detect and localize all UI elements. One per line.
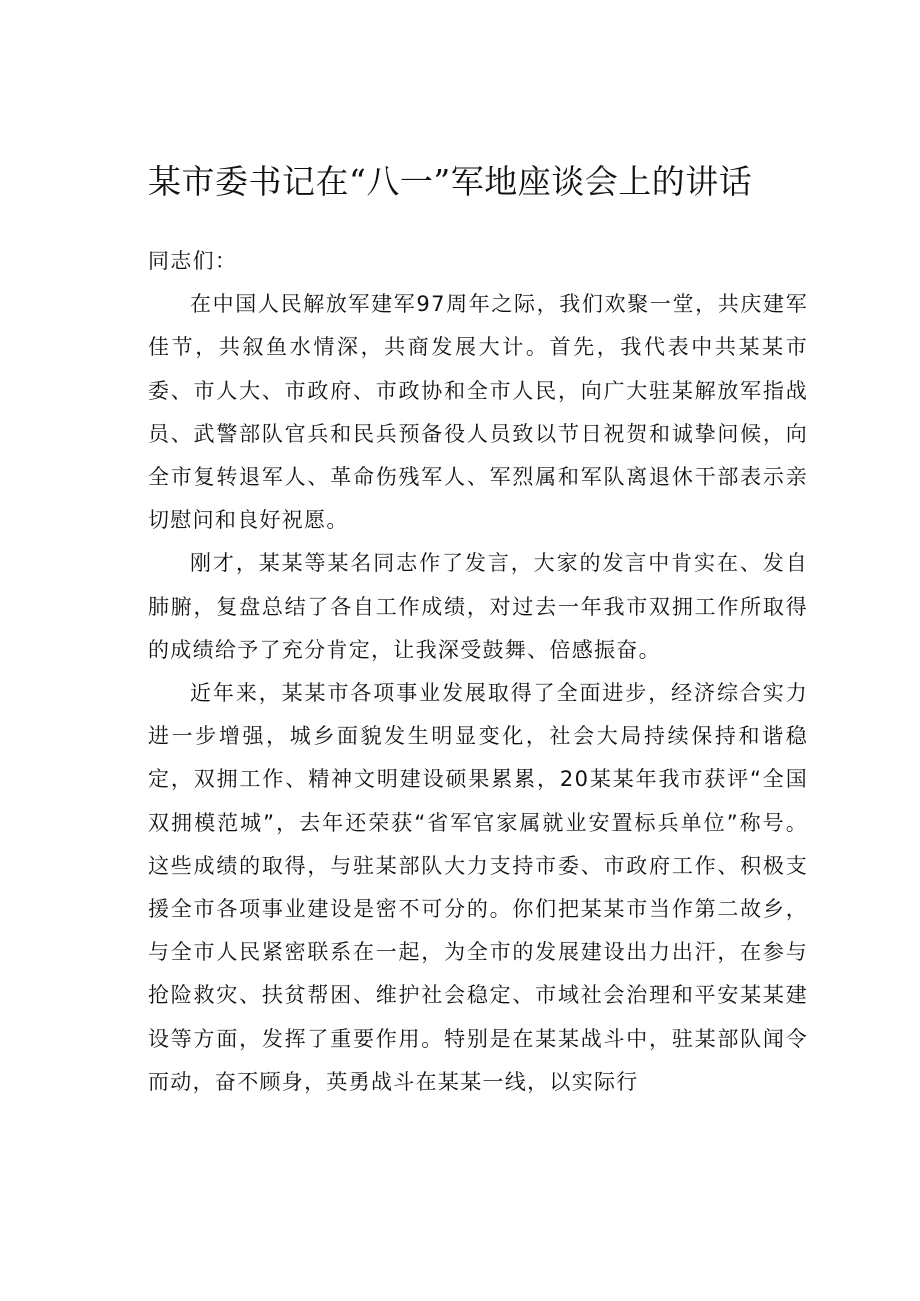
paragraph-3: 近年来，某某市各项事业发展取得了全面进步，经济综合实力进一步增强，城乡面貌发生明显变化，社会大局持续保持和谐稳定，双拥工作、精神文明建设硕果累累，20某某年我市获评“全国双拥模范城”，去年还荣获“省军官家属就业安置标兵单位”称号。这些成绩的取得，与驻某部队大力支持市委、市政府工作、积极支援全市各项事业建设是密不可分的。你们把某某市当作第二故乡，与全市人民紧密联系在一起，为全市的发展建设出力出汗，在参与抢险救灾、扶贫帮困、维护社会稳定、市域社会治理和平安某某建设等方面，发挥了重要作用。特别是在某某战斗中，驻某部队闻令而动，奋不顾身，英勇战斗在某某一线，以实际行 [148, 681, 808, 1094]
document-title: 某市委书记在“八一”军地座谈会上的讲话 [148, 162, 753, 201]
salutation: 同志们： [148, 249, 238, 273]
document-body [148, 240, 808, 1104]
paragraph-1: 在中国人民解放军建军97周年之际，我们欢聚一堂，共庆建军佳节，共叙鱼水情深，共商发展大计。首先，我代表中共某某市委、市人大、市政府、市政协和全市人民，向广大驻某解放军指战员、武警部队官兵和民兵预备役人员致以节日祝贺和诚挚问候，向全市复转退军人、革命伤残军人、军烈属和军队离退休干部表示亲切慰问和良好祝愿。 [148, 292, 808, 533]
paragraph-2: 刚才，某某等某名同志作了发言，大家的发言中肯实在、发自肺腑，复盘总结了各自工作成绩，对过去一年我市双拥工作所取得的成绩给予了充分肯定，让我深受鼓舞、倍感振奋。 [148, 551, 808, 662]
